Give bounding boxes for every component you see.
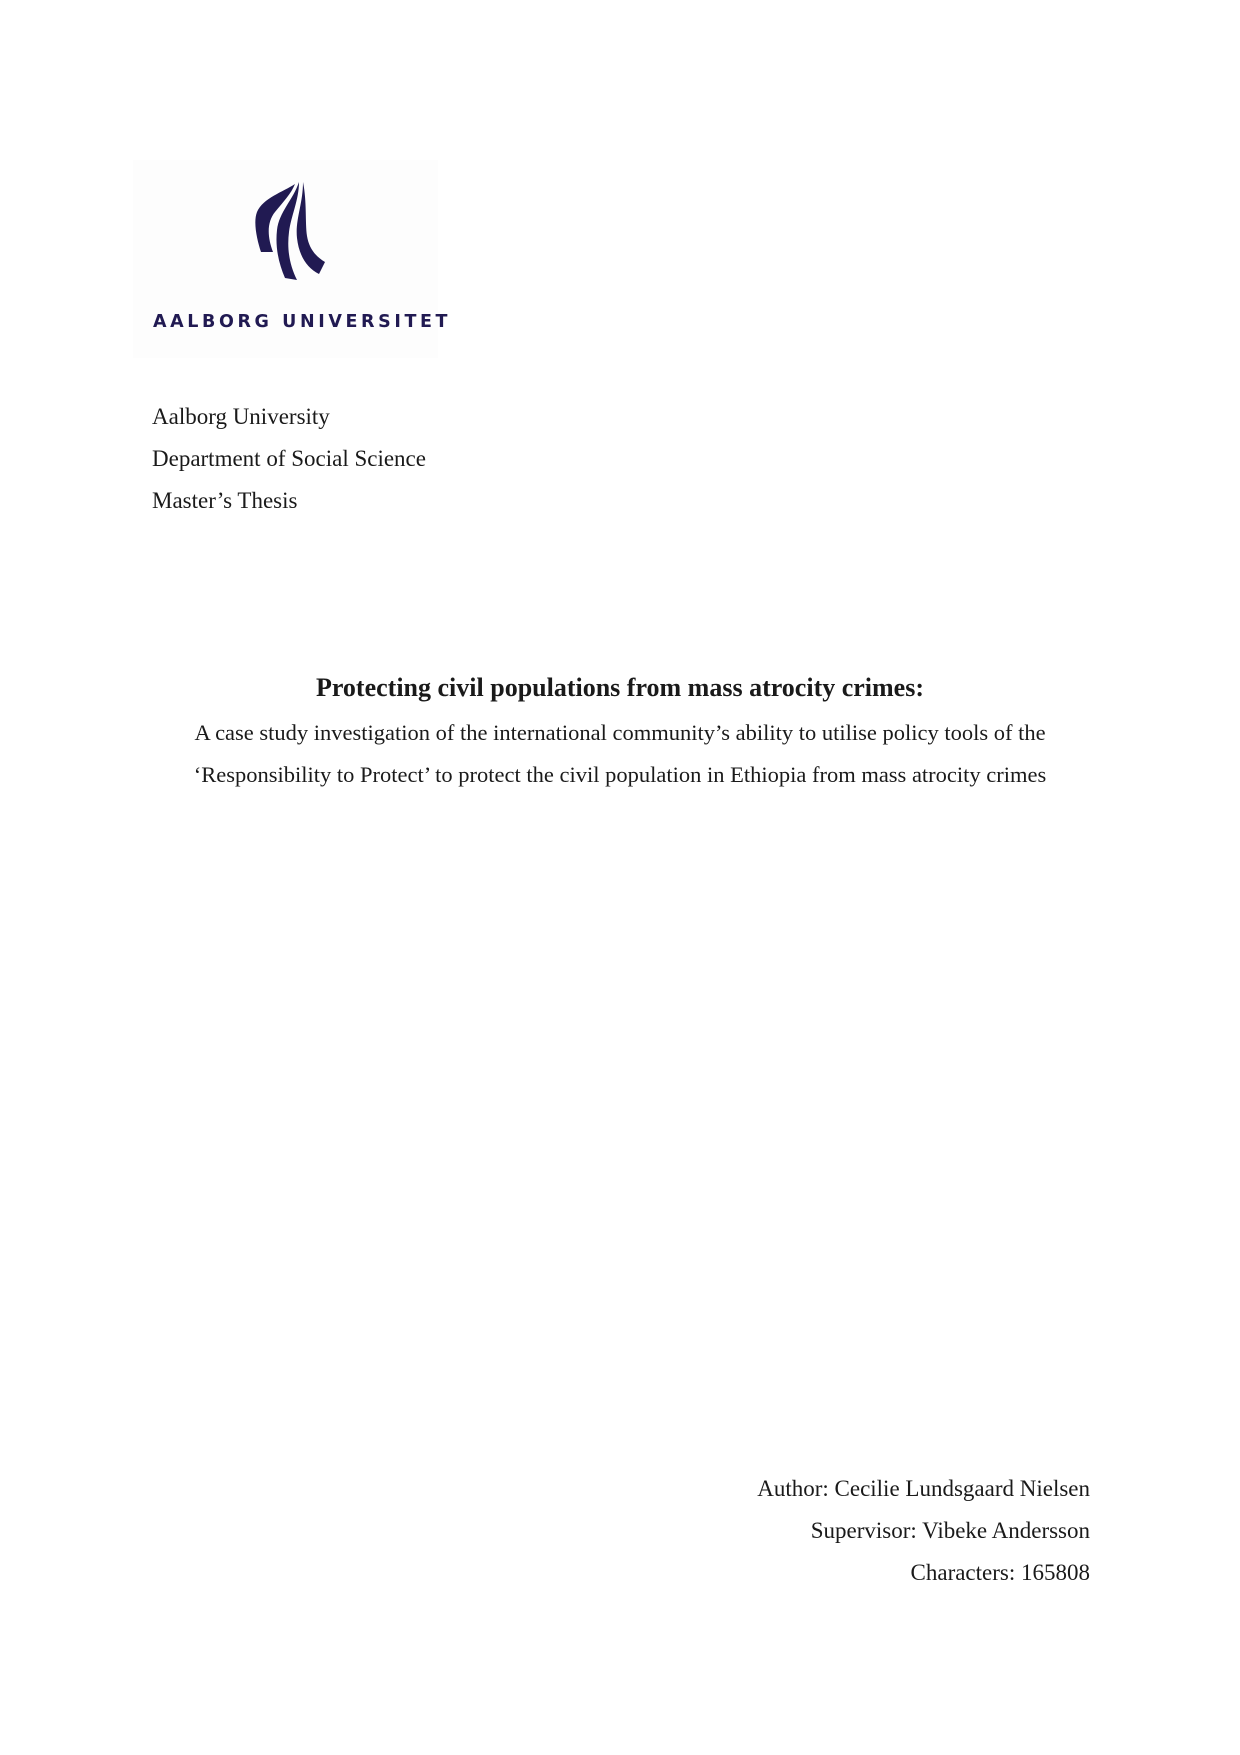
thesis-subtitle bbox=[0, 712, 1240, 796]
title-block bbox=[0, 668, 1240, 796]
subtitle-line-1: A case study investigation of the international community’s ability to utilise policy tools of the bbox=[194, 720, 1046, 745]
subtitle-line-2: ‘Responsibility to Protect’ to protect the civil population in Ethiopia from mass atrocity crimes bbox=[193, 762, 1047, 787]
institution-block bbox=[152, 396, 426, 522]
university-wordmark: AALBORG UNIVERSITET bbox=[153, 312, 452, 332]
university-logo bbox=[133, 160, 452, 358]
aalborg-university-waves-icon bbox=[233, 178, 333, 288]
character-count: Characters: 165808 bbox=[910, 1560, 1090, 1585]
thesis-title: Protecting civil populations from mass atrocity crimes: bbox=[315, 673, 925, 702]
supervisor: Supervisor: Vibeke Andersson bbox=[810, 1518, 1090, 1543]
document-type: Master’s Thesis bbox=[152, 488, 298, 513]
author: Author: Cecilie Lundsgaard Nielsen bbox=[757, 1476, 1090, 1501]
department-name: Department of Social Science bbox=[152, 446, 426, 471]
author-block bbox=[757, 1468, 1090, 1594]
university-name: Aalborg University bbox=[152, 404, 330, 429]
